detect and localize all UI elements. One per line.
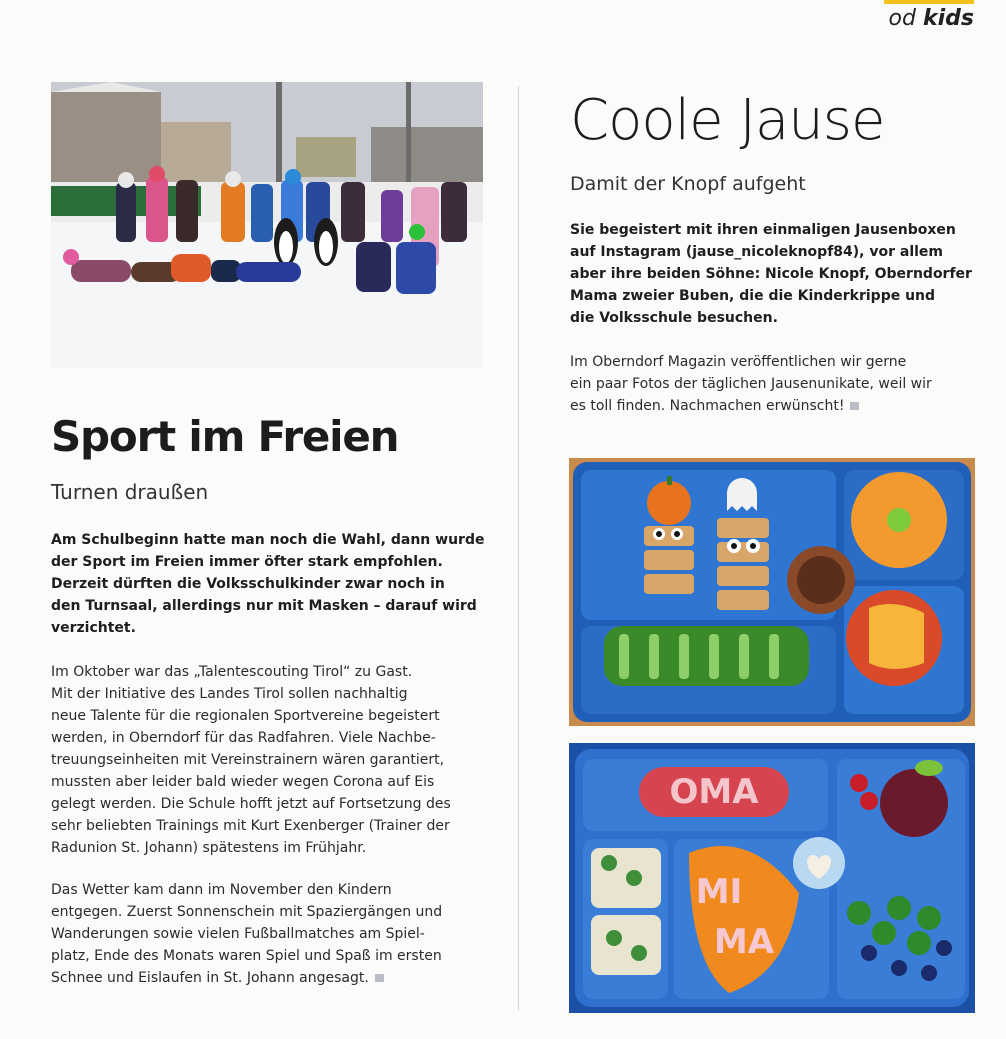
lead-line: verzichtet. xyxy=(51,620,136,636)
body-line: treuungseinheiten mit Vereinstrainern wären garantiert, xyxy=(51,752,445,768)
lunchbox-photo-1 xyxy=(569,458,975,726)
ice-skating-photo xyxy=(51,82,483,368)
left-article-paragraph-2 xyxy=(51,879,491,989)
column-divider xyxy=(518,86,519,1011)
end-mark-icon xyxy=(850,402,859,410)
end-mark-icon xyxy=(375,974,384,982)
body-line: Das Wetter kam dann im November den Kindern xyxy=(51,882,392,898)
lunchbox-letters-oma: OMA xyxy=(669,772,759,812)
header-accent-bar xyxy=(884,0,974,4)
left-article-lead xyxy=(51,529,491,639)
left-article-title: Sport im Freien xyxy=(51,412,399,461)
body-line: ein paar Fotos der täglichen Jausenunikate, weil wir xyxy=(570,376,932,392)
lead-line: den Turnsaal, allerdings nur mit Masken – darauf wird xyxy=(51,598,477,614)
body-line: gelegt werden. Die Schule hofft jetzt auf Fortsetzung des xyxy=(51,796,451,812)
body-line-last xyxy=(51,967,491,989)
lead-line: auf Instagram (jause_nicoleknopf84), vor allem xyxy=(570,244,944,260)
body-line: Im Oktober war das „Talentescouting Tirol“ zu Gast. xyxy=(51,664,413,680)
body-line: Radunion St. Johann) spätestens im Frühjahr. xyxy=(51,840,367,856)
section-label-kids: kids xyxy=(922,6,974,31)
lunchbox-letters-ma: MA xyxy=(713,922,775,962)
body-line: neue Talente für die regionalen Sportvereine begeistert xyxy=(51,708,440,724)
right-article-title: Coole Jause xyxy=(570,88,885,153)
lead-line: Derzeit dürften die Volksschulkinder zwar noch in xyxy=(51,576,445,592)
left-article-paragraph-1 xyxy=(51,661,491,859)
body-line: mussten aber leider bald wieder wegen Corona auf Eis xyxy=(51,774,435,790)
section-label-od: od xyxy=(888,6,916,31)
lead-line: der Sport im Freien immer öfter stark empfohlen. xyxy=(51,554,443,570)
right-article-paragraph-1 xyxy=(570,351,980,417)
body-line: werden, in Oberndorf für das Radfahren. Viele Nachbe- xyxy=(51,730,436,746)
left-article-subtitle: Turnen draußen xyxy=(51,480,209,504)
body-line: sehr beliebten Trainings mit Kurt Exenberger (Trainer der xyxy=(51,818,450,834)
lead-line: die Volksschule besuchen. xyxy=(570,310,778,326)
lead-line: Am Schulbeginn hatte man noch die Wahl, dann wurde xyxy=(51,532,485,548)
lead-line: Mama zweier Buben, die die Kinderkrippe und xyxy=(570,288,936,304)
lunchbox-photo-2 xyxy=(569,743,975,1013)
lunchbox-letters-mi: MI xyxy=(695,872,743,912)
body-line: Mit der Initiative des Landes Tirol sollen nachhaltig xyxy=(51,686,408,702)
body-line: entgegen. Zuerst Sonnenschein mit Spaziergängen und xyxy=(51,904,443,920)
body-line-last xyxy=(570,395,980,417)
section-label xyxy=(889,6,974,31)
body-line: platz, Ende des Monats waren Spiel und Spaß im ersten xyxy=(51,948,442,964)
lead-line: Sie begeistert mit ihren einmaligen Jausenboxen xyxy=(570,222,956,238)
right-article-lead xyxy=(570,219,980,329)
right-article-subtitle: Damit der Knopf aufgeht xyxy=(570,173,806,195)
body-line: Im Oberndorf Magazin veröffentlichen wir gerne xyxy=(570,354,907,370)
body-line-text: Schnee und Eislaufen in St. Johann angesagt. xyxy=(51,970,369,986)
body-line-text: es toll finden. Nachmachen erwünscht! xyxy=(570,398,845,414)
body-line: Wanderungen sowie vielen Fußballmatches am Spiel- xyxy=(51,926,425,942)
lead-line: aber ihre beiden Söhne: Nicole Knopf, Oberndorfer xyxy=(570,266,972,282)
